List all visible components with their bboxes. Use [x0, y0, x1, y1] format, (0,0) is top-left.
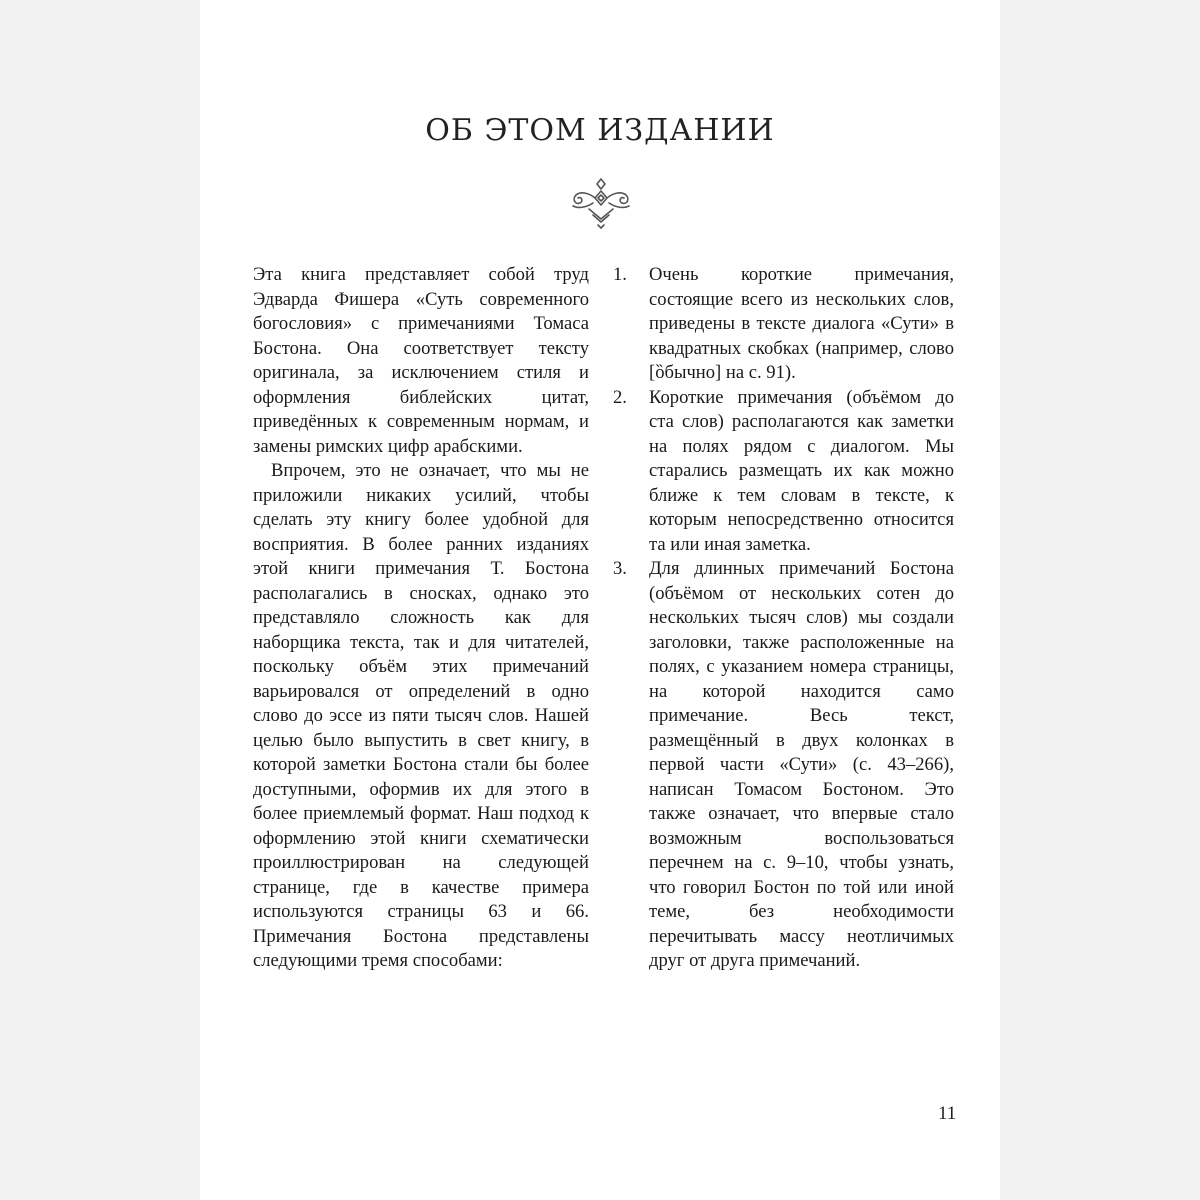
right-text-column — [610, 263, 954, 974]
list-item — [610, 386, 954, 558]
notes-method-list — [610, 263, 954, 974]
list-item — [610, 263, 954, 386]
list-item-number: 3. — [613, 558, 627, 579]
approach-paragraph: Впрочем, это не означает, что мы не приложили никаких усилий, чтобы сделать эту книгу более удобной для восприятия. В более ранних изданиях этой книги примечания Т. Бостона располагались в сносках, однако это представляло сложность как для наборщика текста, так и для читателей, поскольку объём этих примечаний варьировался от определений в одно слово до эссе из пяти тысяч слов. Нашей целью было выпустить в свет книгу, в которой заметки Бостона стали бы более доступными, оформив их для этого в более приемлемый формат. Наш подход к оформлению этой книги схематически проиллюстрирован на следующей странице, где в качестве примера используются страницы 63 и 66. Примечания Бостона представлены следующими тремя способами: — [253, 460, 589, 971]
list-item-number: 1. — [613, 264, 627, 285]
page-number: 11 — [938, 1103, 957, 1124]
list-item-text: Очень короткие примечания, состоящие всего из нескольких слов, приведены в тексте диалога «Сути» в квадратных скобках (например, слово [ȍбычно] на с. 91). — [649, 264, 954, 383]
list-item-number: 2. — [613, 386, 627, 408]
list-item — [610, 557, 954, 974]
page-title: ОБ ЭТОМ ИЗДАНИИ — [425, 113, 775, 148]
floral-ornament-icon — [565, 175, 637, 231]
list-item-text: Для длинных примечаний Бостона (объёмом от нескольких сотен до нескольких тысяч слов) мы создали заголовки, также расположенные на полях, с указанием номера страницы, на которой находится само примечание. Весь текст, размещённый в двух колонках в первой части «Сути» (с. 43–266), написан Томасом Бостоном. Это также означает, что впервые стало возможным воспользоваться перечнем на с. 9–10, чтобы узнать, что говорил Бостон по той или иной теме, без необходимости перечитывать массу неотличимых друг от друга примечаний. — [649, 558, 954, 971]
left-text-column — [253, 263, 589, 974]
list-item-text: Короткие примечания (объёмом до ста слов) располагаются как заметки на полях рядом с диалогом. Мы старались размещать их как можно ближе к тем словам в тексте, к которым непосредственно относится та или иная заметка. — [649, 386, 954, 555]
book-page — [200, 0, 1000, 1200]
intro-paragraph: Эта книга представляет собой труд Эдварда Фишера «Суть современного богословия» с примечаниями Томаса Бостона. Она соответствует тексту оригинала, за исключением стиля и оформления библейских цитат, приведённых к современным нормам, и замены римских цифр арабскими. — [253, 264, 589, 457]
